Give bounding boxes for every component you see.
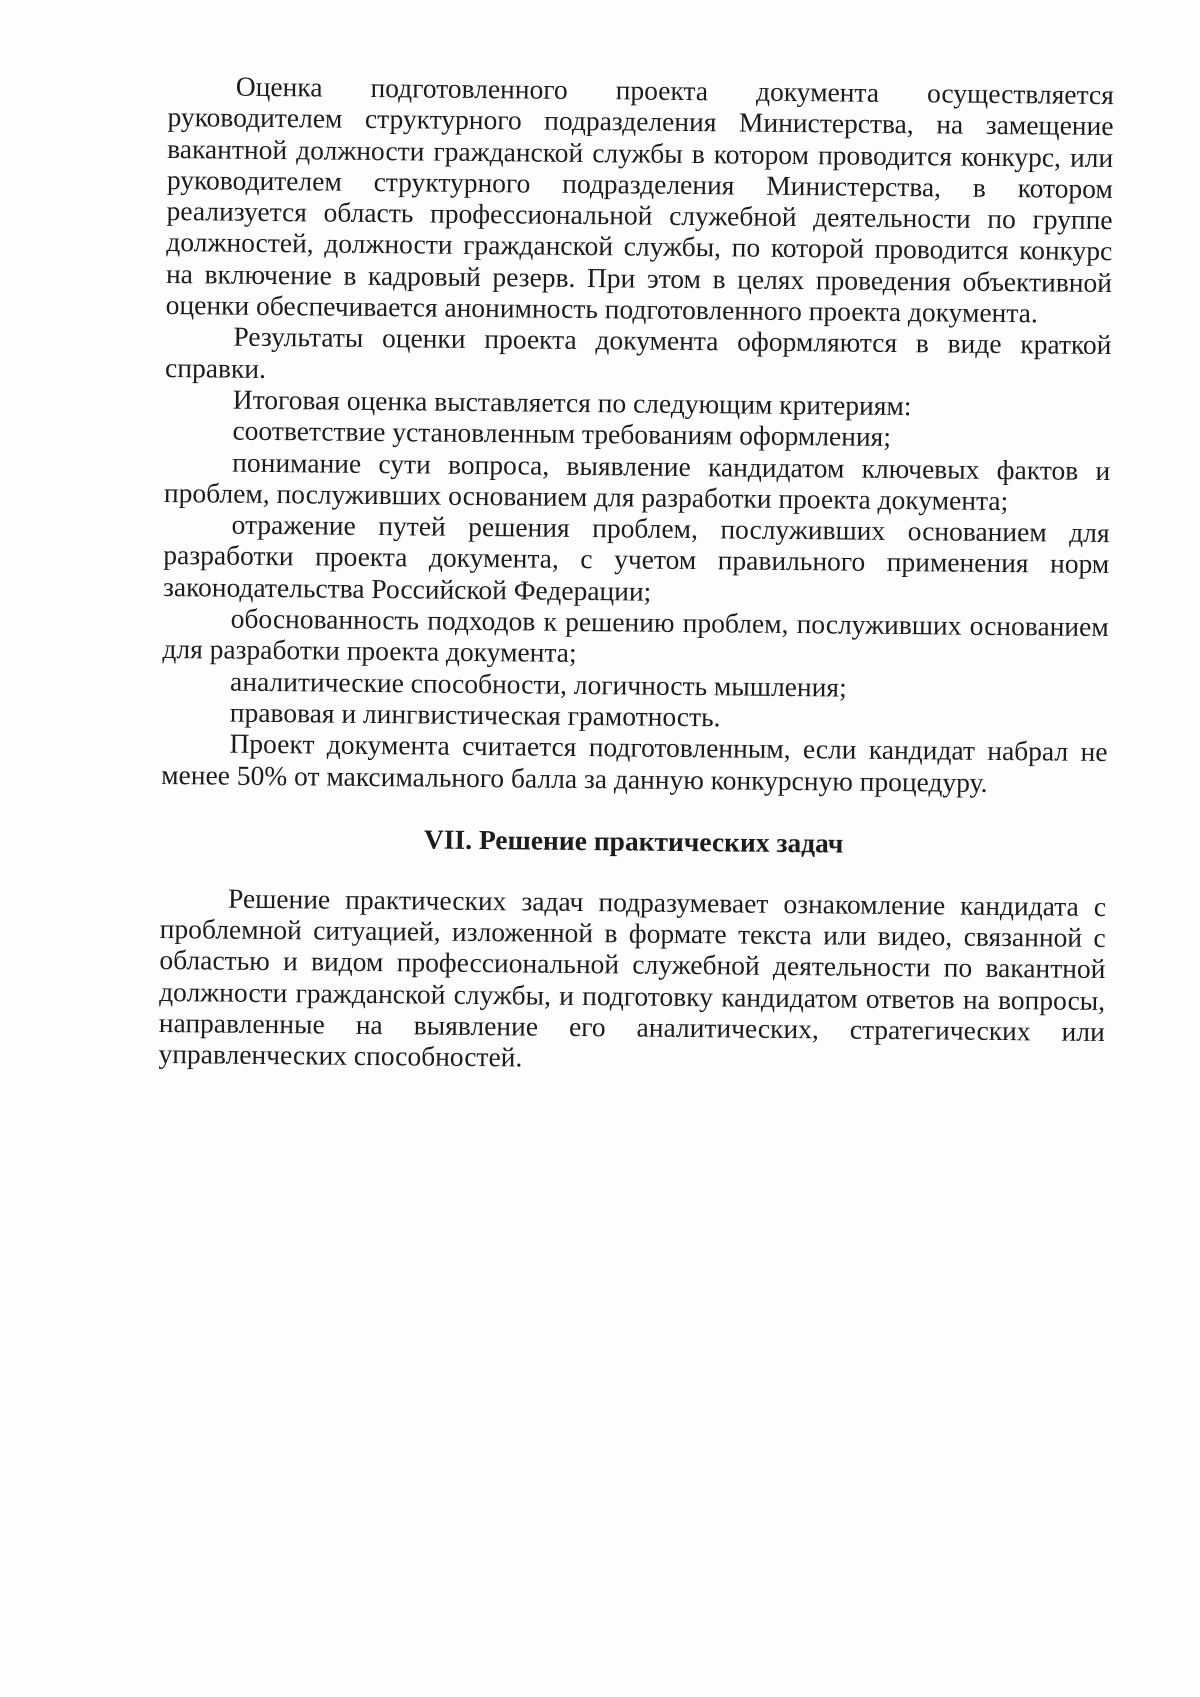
paragraph-results: Результаты оценки проекта документа оформляются в виде краткой справки. — [164, 321, 1112, 384]
document-body — [158, 70, 1114, 1079]
paragraph-passing-threshold: Проект документа считается подготовленным, если кандидат набрал не менее 50% от максимального балла за данную конкурсную процедуру. — [161, 727, 1108, 798]
criterion-literacy: правовая и лингвистическая грамотность. — [229, 696, 721, 733]
paragraph-practical-tasks: Решение практических задач подразумевает ознакомление кандидата с проблемной ситуацией, изложенной в формате текста или видео, связанной с областью и видом профессиональной служебной деятельности по вакантной должности гражданской службы, и подготовку кандидатом ответов на вопросы, направленные на выявление его аналитических, стратегических или управленческих способностей. — [158, 882, 1107, 1073]
criterion-analytical: аналитические способности, логичность мышления; — [229, 665, 847, 703]
paragraph-criteria-intro: Итоговая оценка выставляется по следующим критериям: — [232, 383, 912, 422]
paragraph-evaluation: Оценка подготовленного проекта документа осуществляется руководителем структурного подразделения Министерства, на замещение вакантной должности гражданской службы в котором проводится конкурс, или руководителем структурного подразделения Министерства, в котором реализуется область профессиональной служебной деятельности по группе должностей, должности гражданской службы, по которой проводится конкурс на включение в кадровый резерв. При этом в целях проведения объективной оценки обеспечивается анонимность подготовленного проекта документа. — [165, 70, 1114, 329]
criterion-understanding: понимание сути вопроса, выявление кандидатом ключевых фактов и проблем, послуживших основанием для разработки проекта документа; — [163, 446, 1111, 516]
criterion-justification: обоснованность подходов к решению проблем, послуживших основанием для разработки проекта документа; — [162, 602, 1109, 669]
criterion-solutions: отражение путей решения проблем, послуживших основанием для разработки проекта документа, с учетом правильного применения норм законодательства Российской Федерации; — [162, 508, 1110, 607]
section-heading: VII. Решение практических задач — [423, 823, 844, 859]
criterion-formatting: соответствие установленным требованиям оформления; — [232, 414, 892, 453]
